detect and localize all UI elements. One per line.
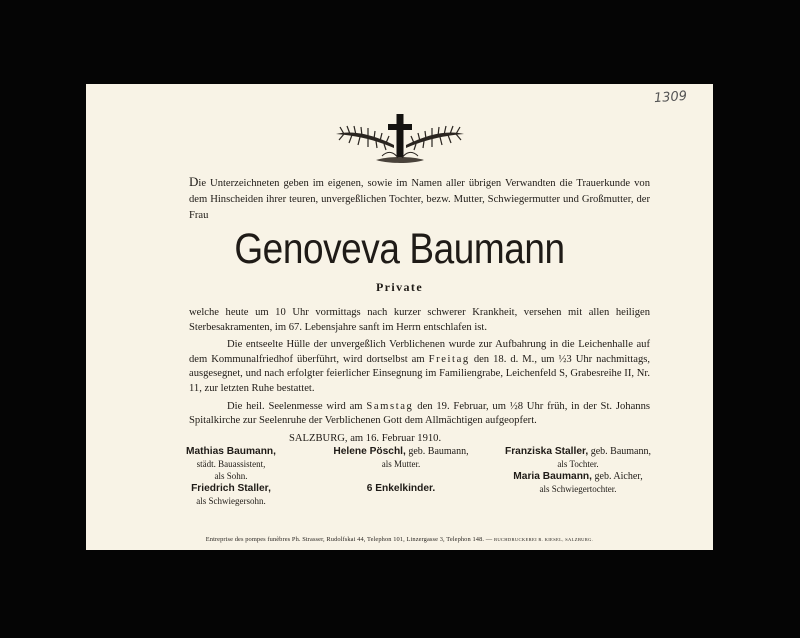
signature-birth-name: geb. Baumann,	[408, 446, 469, 457]
signature-birth-name: geb. Aicher,	[594, 471, 643, 482]
signature-name: Friedrich Staller,	[191, 483, 271, 494]
signature-role: städt. Bauassistent,	[196, 459, 266, 469]
footer-printer: BUCHDRUCKEREI R. KIESEL, SALZBURG.	[493, 537, 594, 542]
signature-grandchildren	[321, 483, 481, 495]
paragraph-death: welche heute um 10 Uhr vormittags nach kurzer schwerer Krankheit, versehen mit allen heiligen Sterbesakramenten, im 67. Lebensjahre sanft im Herrn entschlafen ist.	[189, 307, 650, 333]
paragraph-funeral	[189, 338, 650, 396]
signature-name: Mathias Baumann,	[185, 446, 276, 457]
notice-body	[189, 306, 650, 449]
place-and-date: SALZBURG, am 16. Februar 1910.	[289, 432, 442, 444]
signature-birth-name: geb. Baumann,	[590, 446, 651, 457]
deceased-occupation: Private	[375, 280, 424, 294]
signature-relation: als Mutter.	[381, 459, 421, 469]
mass-day: Samstag	[366, 400, 414, 412]
cross-palm-emblem-icon	[332, 112, 468, 166]
intro-dropcap: D	[189, 174, 199, 189]
signature-relation: als Schwiegertochter.	[539, 484, 617, 494]
paragraph-mass	[189, 400, 650, 429]
signature-name: 6 Enkelkinder.	[366, 483, 436, 494]
signature-friedrich	[156, 483, 306, 507]
signature-mathias	[156, 446, 306, 482]
signature-relation: als Sohn.	[214, 471, 248, 481]
mass-text-end: den 19. Februar, um ½8 Uhr früh, in der St. Johanns Spitalkirche zur Seelenruhe der Verblichenen Gott dem Allmächtigen aufgeopfert.	[189, 400, 650, 427]
intro-text: ie Unterzeichneten geben im eigenen, sowie im Namen aller übrigen Verwandten die Trauerkunde von dem Hinscheiden ihrer teuren, unvergeßlichen Tochter, bezw. Mutter, Schwiegermutter und Großmutter, der Frau	[189, 178, 650, 221]
mass-text-start: Die heil. Seelenmesse wird am	[227, 400, 363, 412]
signatures-block	[156, 446, 656, 506]
signature-relation: als Tochter.	[557, 459, 599, 469]
signature-helene	[321, 446, 481, 470]
footer-undertaker-text: Entreprise des pompes funèbres Ph. Strasser, Rudolfskai 44, Telephon 101, Linzergasse 3, Telephon 148. —	[205, 536, 493, 543]
signature-franziska	[492, 446, 664, 470]
funeral-text-end: den 18. d. M., um ½3 Uhr nachmittags, ausgesegnet, und nach erfolgter feierlicher Einsegnung im Familiengrabe, Leichenfeld S, Grabesreihe II, Nr. 11, zur letzten Ruhe bestattet.	[189, 353, 651, 394]
signature-maria	[492, 471, 664, 495]
signature-relation: als Schwiegersohn.	[196, 496, 266, 506]
signature-name: Helene Pöschl,	[333, 446, 406, 457]
funeral-day: Freitag	[428, 353, 470, 365]
funeral-text-start: Die entseelte Hülle der unvergeßlich Verblichenen wurde zur Aufbahrung in die Leichenhalle auf dem Kommunalfriedhof überführt, wird dortselbst am	[189, 339, 650, 365]
death-notice-card	[86, 84, 713, 550]
intro-paragraph	[189, 174, 650, 224]
undertaker-footer	[86, 536, 713, 543]
deceased-name: Genoveva Baumann	[234, 225, 565, 273]
signature-name: Franziska Staller,	[504, 446, 589, 457]
archive-number: 1309	[653, 88, 688, 107]
signature-name: Maria Baumann,	[513, 471, 592, 482]
